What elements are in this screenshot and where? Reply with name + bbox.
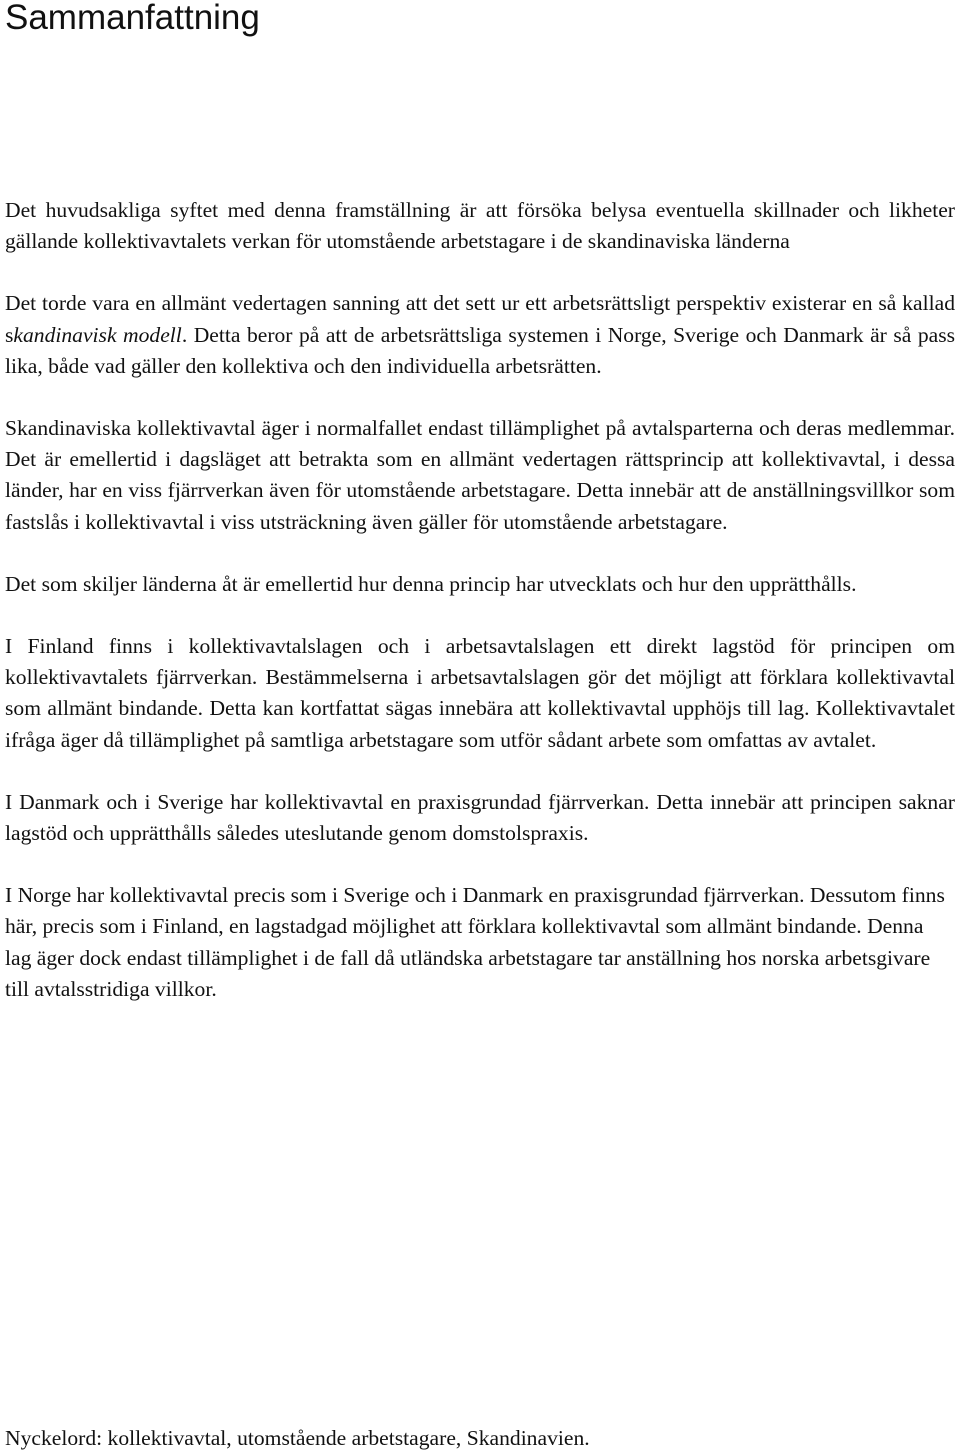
paragraph-text-before: Det torde vara en allmänt vedertagen sanning att det sett ur ett arbetsrättsligt perspektiv existerar en så kallad s <box>5 291 955 347</box>
paragraph-norway: I Norge har kollektivavtal precis som i Sverige och i Danmark en praxisgrundad fjärrverkan. Dessutom finns här, precis som i Finland, en lagstadgad möjlighet att förklara kollektivavtal som allmänt bindande. Denna lag äger dock endast tillämplighet i de fall då utländska arbetstagare tar anställning hos norska arbetsgivare till avtalsstridiga villkor. <box>5 883 945 1001</box>
paragraph-scandinavian-model <box>5 288 955 382</box>
summary-body <box>5 195 955 1036</box>
emphasized-term: kandinavisk modell <box>13 322 182 347</box>
document-page <box>5 0 955 1452</box>
paragraph-text-after: . Detta beror på att de arbetsrättsliga systemen i Norge, Sverige och Danmark är så pass lika, både vad gäller den kollektiva och den individuella arbetsrätten. <box>5 322 956 378</box>
paragraph-differences: Det som skiljer länderna åt är emellertid hur denna princip har utvecklats och hur den upprätthålls. <box>5 571 857 596</box>
paragraph-purpose: Det huvudsakliga syftet med denna framställning är att försöka belysa eventuella skillnader och likheter gällande kollektivavtalets verkan för utomstående arbetstagare i de skandinaviska länderna <box>5 198 955 254</box>
page-title: Sammanfattning <box>5 0 260 37</box>
keywords-line: Nyckelord: kollektivavtal, utomstående arbetstagare, Skandinavien. <box>5 1426 590 1450</box>
paragraph-denmark-sweden: I Danmark och i Sverige har kollektivavtal en praxisgrundad fjärrverkan. Detta innebär att principen saknar lagstöd och upprätthålls således uteslutande genom domstolspraxis. <box>5 789 955 846</box>
paragraph-collective-agreements: Skandinaviska kollektivavtal äger i normalfallet endast tillämplighet på avtalsparterna och deras medlemmar. Det är emellertid i dagsläget att betrakta som en allmänt vedertagen rättsprincip att kollektivavtal, i dessa länder, har en viss fjärrverkan även för utomstående arbetstagare. Detta innebär att de anställningsvillkor som fastslås i kollektivavtal i viss utsträckning även gäller för utomstående arbetstagare. <box>5 416 955 534</box>
paragraph-finland: I Finland finns i kollektivavtalslagen och i arbetsavtalslagen ett direkt lagstöd för principen om kollektivavtalets fjärrverkan. Bestämmelserna i arbetsavtalslagen gör det möjligt att förklara kollektivavtal som allmänt bindande. Detta kan kortfattat sägas innebära att kollektivavtal upphöjs till lag. Kollektivavtalet ifråga äger då tillämplighet på samtliga arbetstagare som utför sådant arbete som omfattas av avtalet. <box>5 634 955 752</box>
